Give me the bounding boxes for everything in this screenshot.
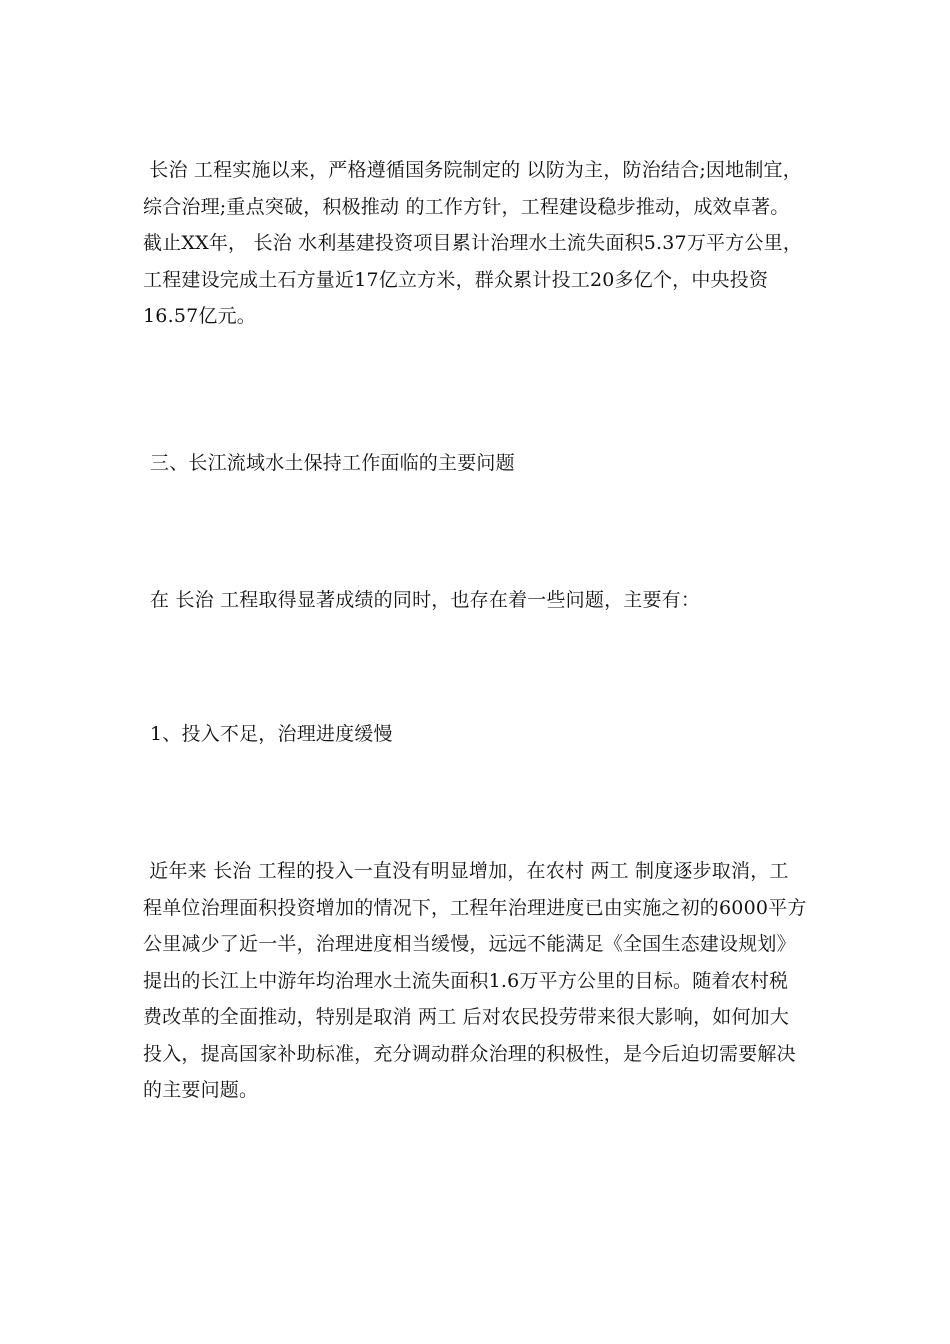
paragraph-line: 投入，提高国家补助标准，充分调动群众治理的积极性，是今后迫切需要解决 [143,1042,796,1065]
paragraph-line: 工程建设完成土石方量近17亿立方米，群众累计投工20多亿个，中央投资 [143,268,769,291]
paragraph-line: 程单位治理面积投资增加的情况下，工程年治理进度已由实施之初的6000平方 [143,896,807,919]
paragraph-line: 的主要问题。 [143,1079,259,1101]
paragraph-line: 16.57亿元。 [143,305,256,327]
paragraph-investment-details [143,853,823,1109]
paragraph-line: 提出的长江上中游年均治理水土流失面积1.6万平方公里的目标。随着农村税 [143,969,789,992]
paragraph-line: 公里减少了近一半，治理进度相当缓慢，远远不能满足《全国生态建设规划》 [143,933,796,955]
paragraph-line: 近年来 长治 工程的投入一直没有明显增加，在农村 两工 制度逐步取消，工 [143,860,789,882]
paragraph-line: 综合治理;重点突破，积极推动 的工作方针，工程建设稳步推动，成效卓著。 [143,195,790,218]
paragraph-line: 费改革的全面推动，特别是取消 两工 后对农民投劳带来很大影响，如何加大 [143,1006,790,1028]
paragraph-problems-intro: 在 长治 工程取得显著成绩的同时，也存在着一些问题，主要有： [150,589,701,611]
paragraph-line: 截止XX年， 长治 水利基建投资项目累计治理水土流失面积5.37万平方公里， [143,232,803,254]
subheading-insufficient-investment: 1、投入不足，治理进度缓慢 [150,723,393,745]
paragraph-achievements [143,152,823,335]
section-heading: 三、长江流域水土保持工作面临的主要问题 [150,452,515,474]
paragraph-line: 长治 工程实施以来，严格遵循国务院制定的 以防为主，防治结合;因地制宜， [143,159,802,181]
